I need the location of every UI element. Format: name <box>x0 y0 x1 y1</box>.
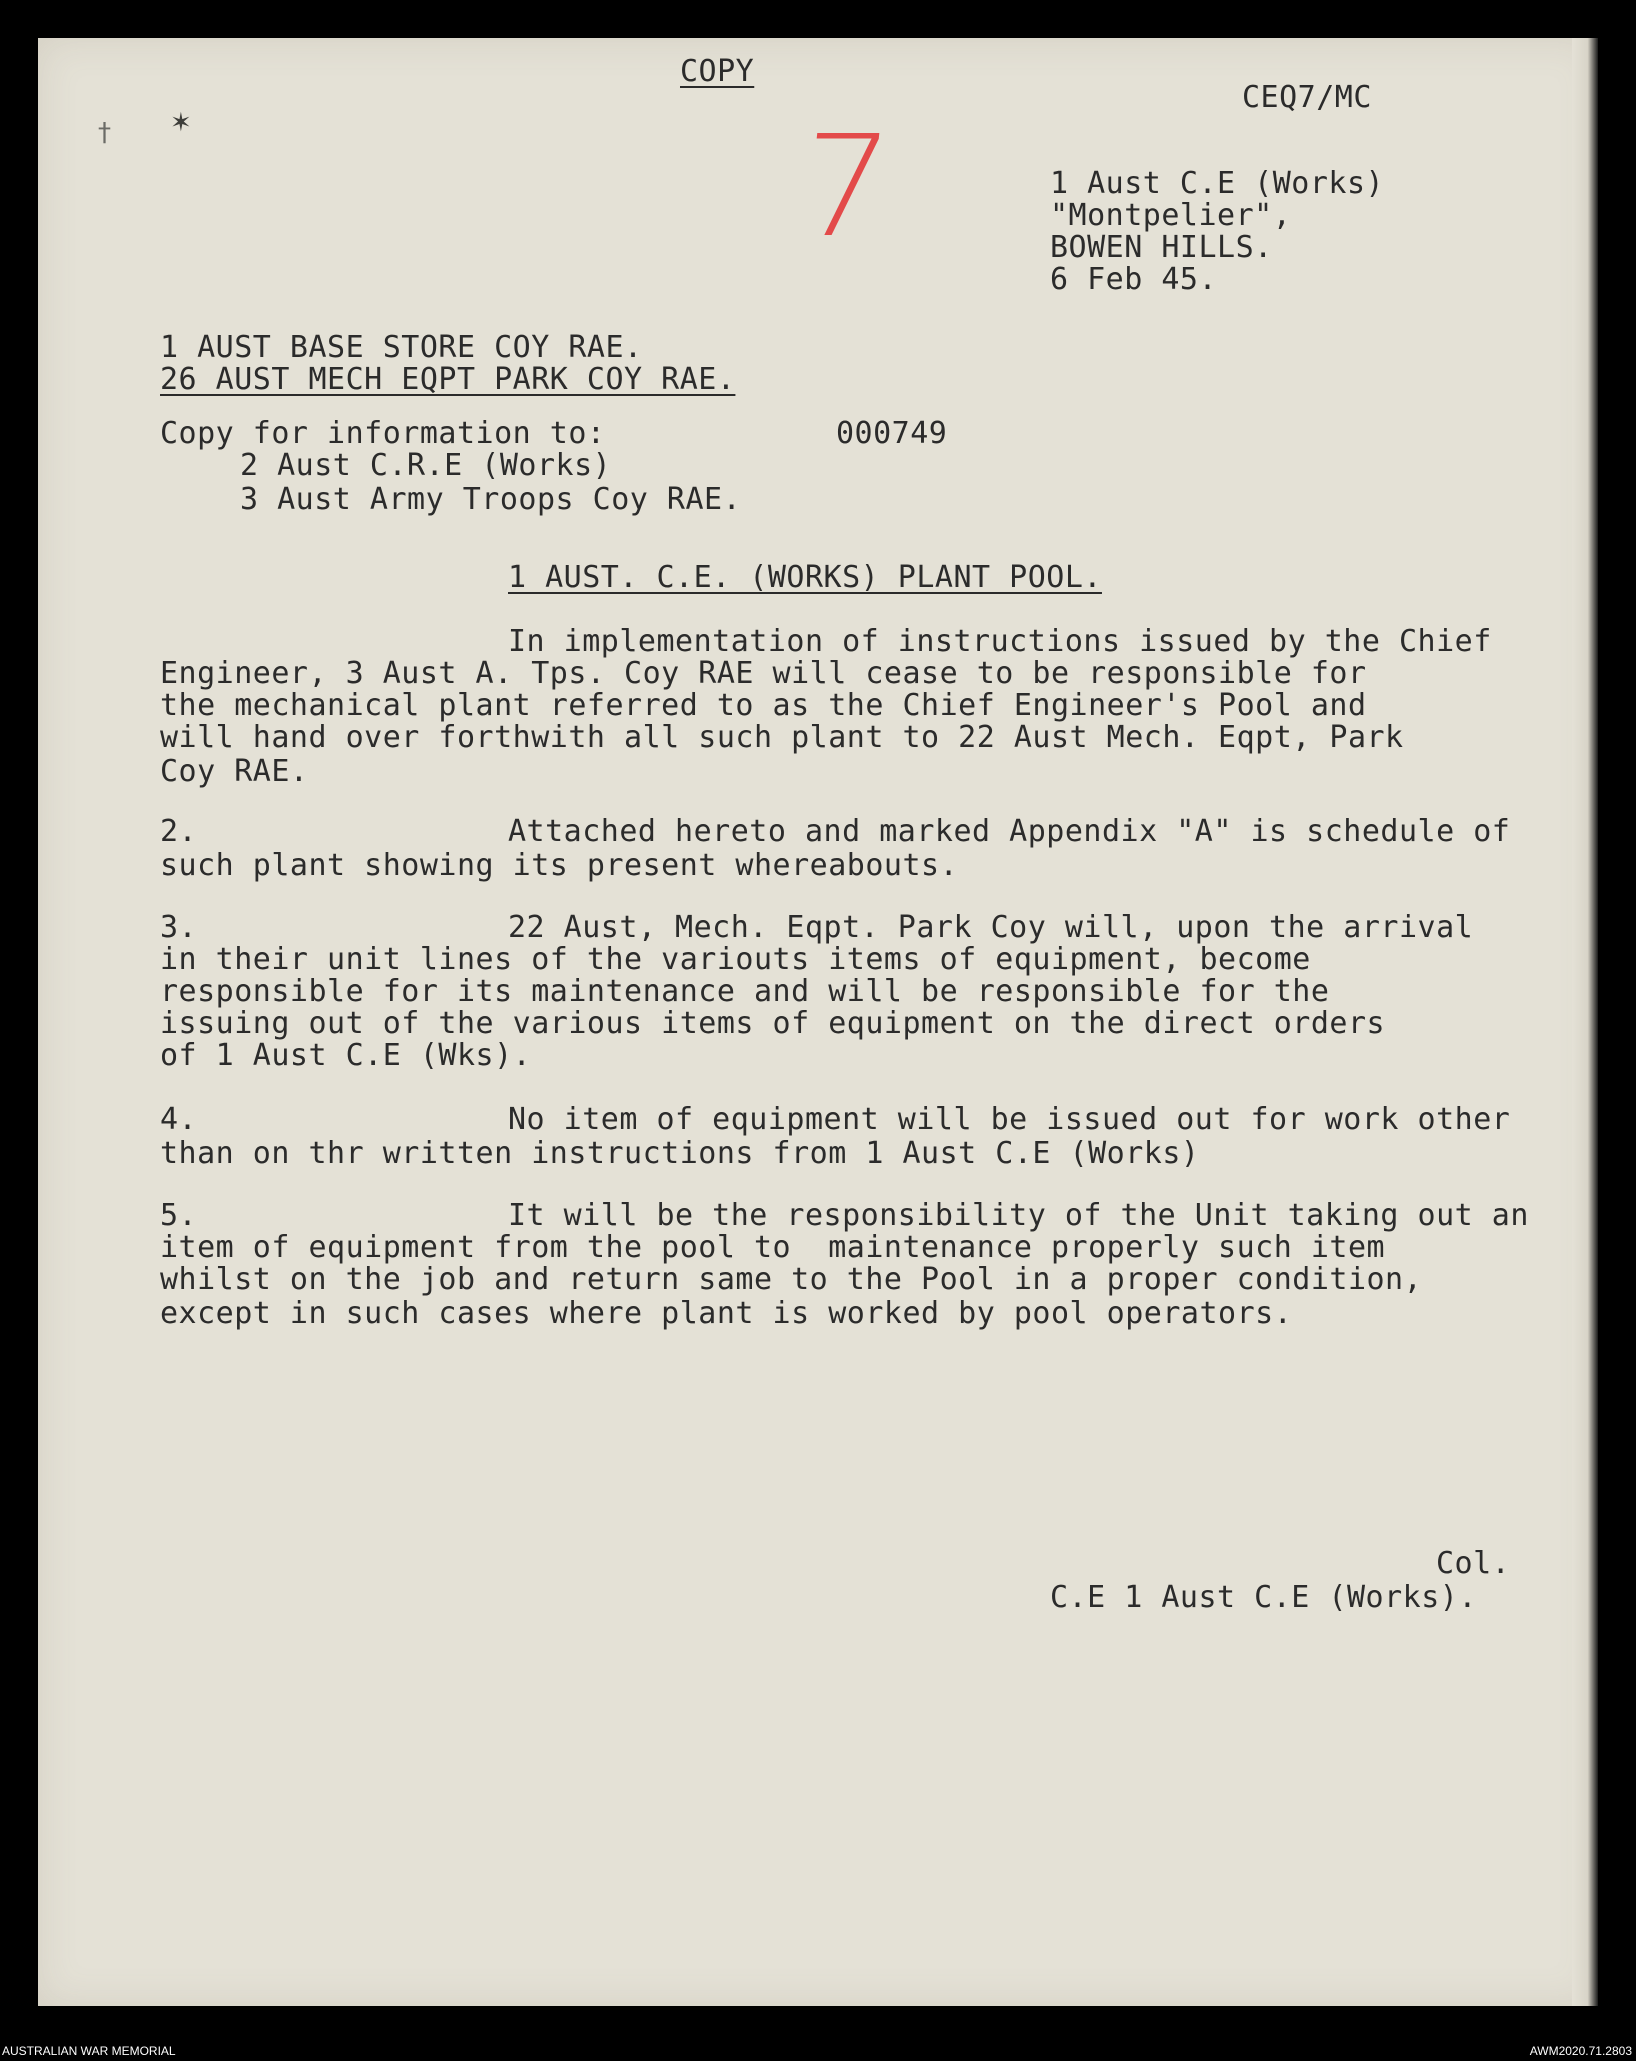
paragraph-line: responsible for its maintenance and will be responsible for the <box>160 974 1330 1009</box>
paragraph-line: whilst on the job and return same to the Pool in a proper condition, <box>160 1262 1423 1297</box>
copy-label: COPY <box>680 54 755 89</box>
paragraph-line: except in such cases where plant is worked by pool operators. <box>160 1296 1293 1331</box>
serial-number: 000749 <box>836 416 948 451</box>
paragraph-line: In implementation of instructions issued by the Chief <box>508 624 1492 659</box>
addressee-line: 1 AUST BASE STORE COY RAE. <box>160 330 643 365</box>
paragraph-line: than on thr written instructions from 1 Aust C.E (Works) <box>160 1136 1200 1171</box>
paragraph-line: such plant showing its present whereabouts. <box>160 848 959 883</box>
paragraph-line: of 1 Aust C.E (Wks). <box>160 1038 532 1073</box>
paragraph-number: 3. <box>160 910 198 945</box>
subject-heading: 1 AUST. C.E. (WORKS) PLANT POOL. <box>508 560 1102 595</box>
paragraph-line: It will be the responsibility of the Unit taking out an <box>508 1198 1529 1233</box>
folio-number: 7 <box>791 106 898 269</box>
torn-paper-edge <box>1572 38 1598 2006</box>
paragraph-number: 2. <box>160 814 198 849</box>
addressee-line: 26 AUST MECH EQPT PARK COY RAE. <box>160 362 736 397</box>
signature-rank: Col. <box>1436 1546 1511 1581</box>
copy-info-label: Copy for information to: <box>160 416 606 451</box>
paragraph-line: issuing out of the various items of equipment on the direct orders <box>160 1006 1386 1041</box>
copy-recipient: 2 Aust C.R.E (Works) <box>240 448 612 483</box>
pin-hole-mark: ✶ <box>170 108 192 138</box>
paragraph-line: item of equipment from the pool to maintenance properly such item <box>160 1230 1386 1265</box>
paragraph-number: 4. <box>160 1102 198 1137</box>
paragraph-line: in their unit lines of the variouts items of equipment, become <box>160 942 1311 977</box>
sender-line: BOWEN HILLS. <box>1050 230 1273 265</box>
file-reference: CEQ7/MC <box>1242 80 1372 115</box>
copy-recipient: 3 Aust Army Troops Coy RAE. <box>240 482 742 517</box>
letter-date: 6 Feb 45. <box>1050 262 1218 297</box>
sender-line: "Montpelier", <box>1050 198 1292 233</box>
paragraph-number: 5. <box>160 1198 198 1233</box>
paragraph-line: will hand over forthwith all such plant to 22 Aust Mech. Eqpt, Park <box>160 720 1404 755</box>
pin-hole-mark: † <box>98 118 111 148</box>
paragraph-line: the mechanical plant referred to as the Chief Engineer's Pool and <box>160 688 1367 723</box>
paragraph-line: Attached hereto and marked Appendix "A" is schedule of <box>508 814 1511 849</box>
archive-reference: AWM2020.71.2803 <box>1529 2044 1632 2058</box>
paragraph-line: Coy RAE. <box>160 754 309 789</box>
archive-credit: AUSTRALIAN WAR MEMORIAL <box>2 2044 176 2058</box>
signature-title: C.E 1 Aust C.E (Works). <box>1050 1580 1477 1615</box>
sender-line: 1 Aust C.E (Works) <box>1050 166 1385 201</box>
paragraph-line: Engineer, 3 Aust A. Tps. Coy RAE will cease to be responsible for <box>160 656 1367 691</box>
paragraph-line: 22 Aust, Mech. Eqpt. Park Coy will, upon the arrival <box>508 910 1474 945</box>
paragraph-line: No item of equipment will be issued out for work other <box>508 1102 1511 1137</box>
